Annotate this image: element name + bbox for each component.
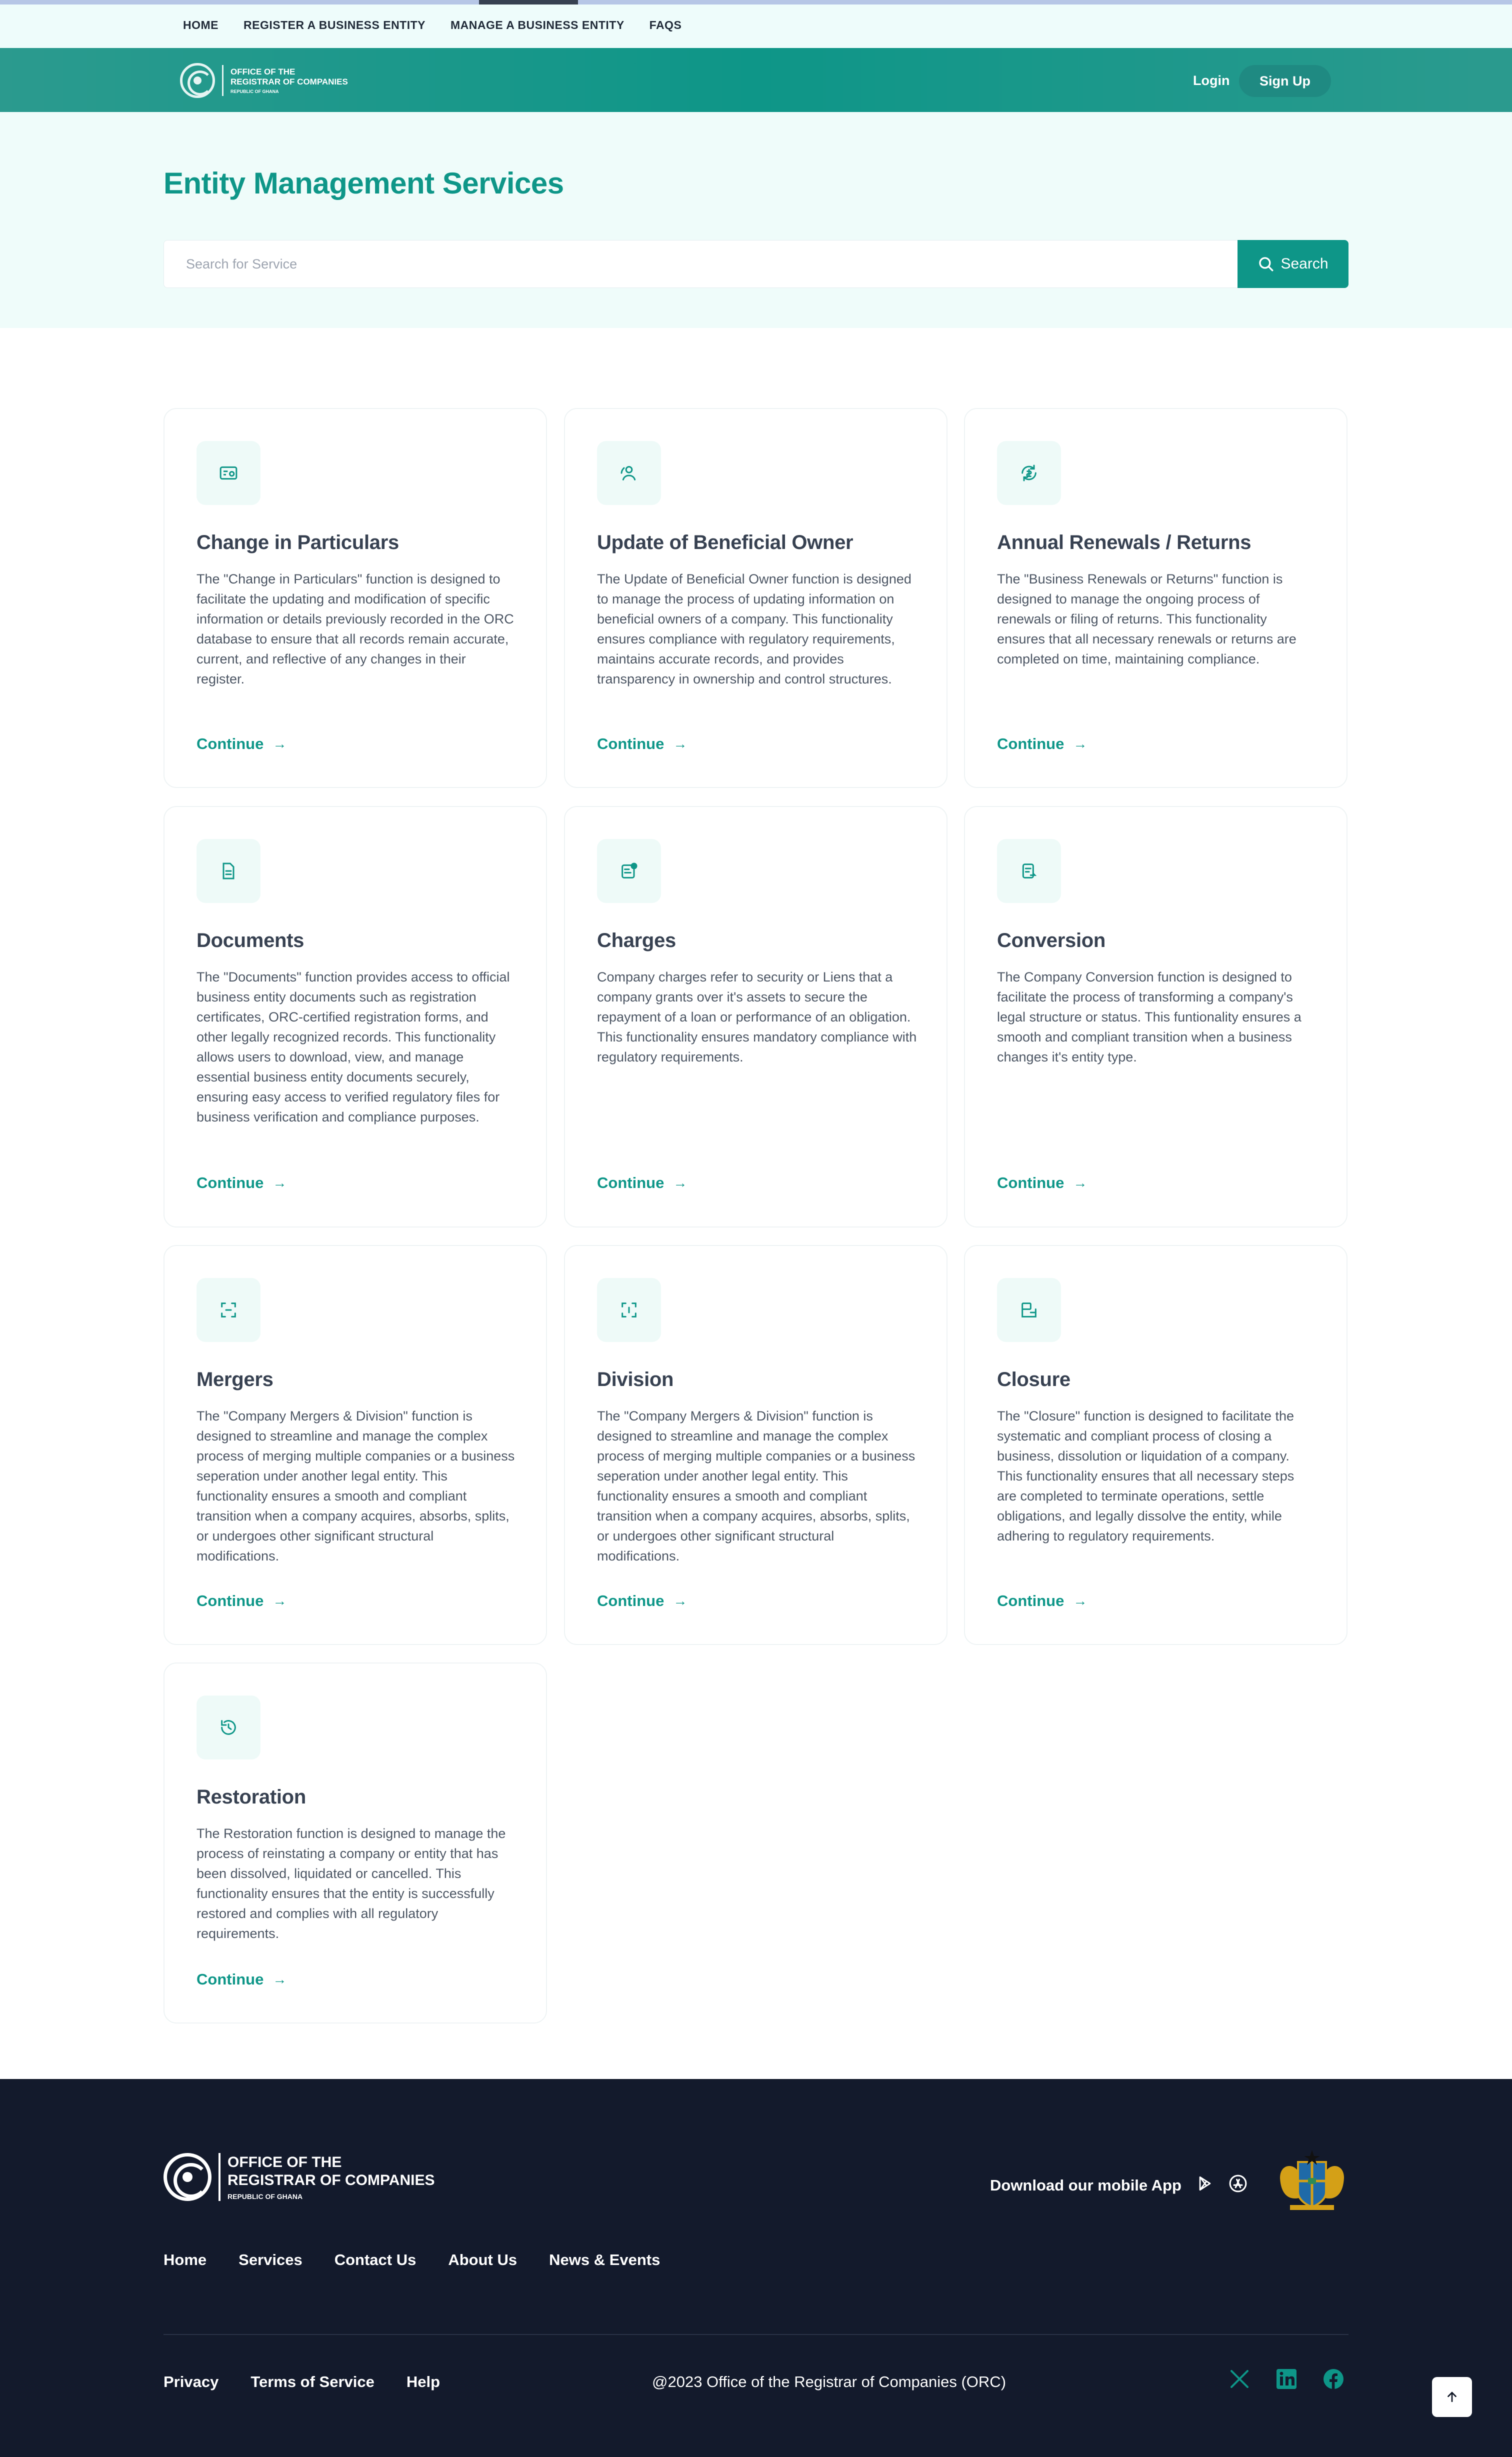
google-play-icon[interactable]	[1196, 2175, 1214, 2196]
continue-link[interactable]: Continue →	[597, 735, 688, 752]
logo-text	[230, 67, 348, 94]
top-nav	[0, 0, 1512, 48]
orc-logo-icon	[164, 2153, 212, 2201]
linkedin-icon[interactable]	[1274, 2367, 1298, 2394]
social-links	[1228, 2367, 1346, 2394]
footer-link-services[interactable]: Services	[238, 2251, 302, 2268]
app-store-icon[interactable]	[1228, 2174, 1248, 2197]
continue-link[interactable]: Continue →	[997, 1592, 1088, 1610]
continue-link[interactable]: Continue →	[597, 1592, 688, 1610]
page-title: Entity Management Services	[164, 166, 564, 200]
charges-icon	[597, 839, 661, 903]
footer-link-news[interactable]: News & Events	[549, 2251, 660, 2268]
search-input[interactable]: Search for Service	[164, 240, 1238, 288]
card-description: Company charges refer to security or Liens that a company grants over it's assets to secure the repayment of a loan or performance of an obligation. This functionality ensures mandatory compliance with regulatory requirements.	[597, 970, 917, 1064]
card-title: Restoration	[196, 1786, 306, 1808]
user-refresh-icon	[597, 441, 661, 505]
x-icon[interactable]	[1228, 2367, 1252, 2394]
card-title: Charges	[597, 930, 676, 952]
scroll-to-top-button[interactable]	[1432, 2377, 1472, 2417]
card-description: The Update of Beneficial Owner function is designed to manage the process of updating information on beneficial owners of a company. This functionality ensures compliance with regulatory requirements, maintains accurate records, and provides transparency in ownership and control structures.	[597, 572, 912, 686]
card-title: Closure	[997, 1368, 1070, 1390]
continue-link[interactable]: Continue →	[196, 735, 287, 752]
orc-logo[interactable]	[180, 63, 348, 98]
signup-button[interactable]: Sign Up	[1239, 65, 1331, 97]
logo-line-2: REGISTRAR OF COMPANIES	[230, 77, 348, 86]
logo-line-1: OFFICE OF THE	[228, 2154, 342, 2170]
app-download-label: Download our mobile App	[990, 2176, 1182, 2194]
arrow-right-icon: →	[272, 1593, 287, 1608]
id-card-icon	[196, 441, 260, 505]
service-card-conversion	[964, 806, 1348, 1228]
service-card-closure	[964, 1245, 1348, 1645]
service-card-restoration	[164, 1662, 547, 2024]
division-icon	[597, 1278, 661, 1342]
card-description: The "Business Renewals or Returns" function is designed to manage the ongoing process of renewals or filing of returns. This functionality ensures that all necessary renewals or returns are completed on time, maintaining compliance.	[997, 572, 1296, 666]
arrow-right-icon: →	[673, 1175, 688, 1190]
merge-icon	[196, 1278, 260, 1342]
hero-section	[0, 112, 1512, 328]
footer-nav	[164, 2251, 692, 2269]
closure-icon	[997, 1278, 1061, 1342]
nav-register-business[interactable]: REGISTER A BUSINESS ENTITY	[244, 18, 426, 32]
service-card-annual-renewals	[964, 408, 1348, 788]
search-button[interactable]	[1238, 240, 1348, 288]
mobile-app-download	[990, 2174, 1248, 2197]
nav-home[interactable]: HOME	[183, 18, 218, 32]
card-title: Annual Renewals / Returns	[997, 532, 1252, 554]
card-title: Division	[597, 1368, 674, 1390]
card-title: Mergers	[196, 1368, 274, 1390]
card-description: The "Company Mergers & Division" function is designed to streamline and manage the complex process of merging multiple companies or a business seperation under another legal entity. This functionality ensures a smooth and compliant transition when a company acquires, absorbs, splits, or undergoes other significant structural modifications.	[597, 1408, 916, 1564]
logo-line-3: REPUBLIC OF GHANA	[230, 89, 279, 94]
arrow-right-icon: →	[1073, 1175, 1088, 1190]
card-description: The "Documents" function provides access to official business entity documents such as registration certificates, ORC-certified registration forms, and other legally recognized records. This functionality allows users to download, view, and manage essential business entity documents securely, ensuring easy access to verified regulatory files for business verification and compliance purposes.	[196, 970, 510, 1124]
logo-line-1: OFFICE OF THE	[230, 67, 296, 76]
logo-divider	[222, 65, 224, 96]
footer	[0, 2079, 1512, 2457]
arrow-right-icon: →	[1073, 1593, 1088, 1608]
header-bar	[0, 48, 1512, 112]
card-title: Update of Beneficial Owner	[597, 532, 854, 554]
copyright-text: @2023 Office of the Registrar of Companies (ORC)	[652, 2373, 1006, 2390]
search-icon	[1258, 256, 1274, 272]
footer-logo[interactable]	[164, 2153, 434, 2201]
footer-link-terms[interactable]: Terms of Service	[250, 2373, 374, 2390]
logo-line-3: REPUBLIC OF GHANA	[228, 2192, 303, 2200]
conversion-icon	[997, 839, 1061, 903]
logo-divider	[218, 2153, 220, 2201]
footer-link-privacy[interactable]: Privacy	[164, 2373, 219, 2390]
continue-link[interactable]: Continue →	[997, 735, 1088, 752]
arrow-right-icon: →	[673, 1593, 688, 1608]
document-icon	[196, 839, 260, 903]
arrow-right-icon: →	[673, 736, 688, 752]
restore-icon	[196, 1696, 260, 1760]
orc-logo-icon	[180, 63, 215, 98]
continue-link[interactable]: Continue →	[597, 1174, 688, 1192]
ghana-coat-of-arms-icon	[1275, 2148, 1349, 2213]
renewal-icon	[997, 441, 1061, 505]
logo-text	[228, 2154, 434, 2200]
card-description: The "Closure" function is designed to facilitate the systematic and compliant process of closing a business, dissolution or liquidation of a company. This functionality ensures that all necessary steps are completed to terminate operations, settle obligations, and legally dissolve the entity, while adhering to regulatory requirements.	[997, 1408, 1294, 1544]
card-description: The Restoration function is designed to manage the process of reinstating a company or entity that has been dissolved, liquidated or cancelled. This functionality ensures that the entity is successfully restored and complies with all regulatory requirements.	[196, 1826, 506, 1941]
card-description: The "Company Mergers & Division" function is designed to streamline and manage the complex process of merging multiple companies or a business seperation under another legal entity. This functionality ensures a smooth and compliant transition when a company acquires, absorbs, splits, or undergoes other significant structural modifications.	[196, 1408, 515, 1564]
arrow-right-icon: →	[272, 1175, 287, 1190]
footer-link-help[interactable]: Help	[406, 2373, 440, 2390]
service-card-division	[564, 1245, 948, 1645]
continue-link[interactable]: Continue →	[997, 1174, 1088, 1192]
login-link[interactable]: Login	[1193, 73, 1230, 88]
arrow-right-icon: →	[272, 1972, 287, 1987]
footer-legal-links	[164, 2373, 472, 2391]
footer-link-about[interactable]: About Us	[448, 2251, 518, 2268]
card-title: Documents	[196, 930, 304, 952]
arrow-right-icon: →	[272, 736, 287, 752]
service-card-documents	[164, 806, 547, 1228]
facebook-icon[interactable]	[1322, 2367, 1346, 2394]
footer-link-home[interactable]: Home	[164, 2251, 207, 2268]
service-card-charges	[564, 806, 948, 1228]
card-title: Change in Particulars	[196, 532, 399, 554]
service-card-update-beneficial-owner	[564, 408, 948, 788]
nav-faqs[interactable]: FAQS	[649, 18, 682, 32]
continue-link[interactable]: Continue →	[196, 1970, 287, 1988]
footer-link-contact[interactable]: Contact Us	[334, 2251, 416, 2268]
continue-link[interactable]: Continue →	[196, 1174, 287, 1192]
card-description: The Company Conversion function is designed to facilitate the process of transforming a company's legal structure or status. This funtionality ensures a smooth and compliant transition when a business changes it's entity type.	[997, 970, 1302, 1064]
continue-link[interactable]: Continue →	[196, 1592, 287, 1610]
nav-manage-business[interactable]: MANAGE A BUSINESS ENTITY	[450, 18, 624, 32]
search-button-label: Search	[1280, 256, 1328, 272]
arrow-up-icon	[1444, 2390, 1460, 2404]
service-card-change-in-particulars	[164, 408, 547, 788]
active-nav-indicator	[479, 0, 578, 4]
service-card-mergers	[164, 1245, 547, 1645]
arrow-right-icon: →	[1073, 736, 1088, 752]
card-title: Conversion	[997, 930, 1106, 952]
card-description: The "Change in Particulars" function is designed to facilitate the updating and modification of specific information or details previously recorded in the ORC database to ensure that all records remain accurate, current, and reflective of any changes in their register.	[196, 572, 514, 686]
footer-divider	[164, 2334, 1348, 2335]
logo-line-2: REGISTRAR OF COMPANIES	[228, 2172, 435, 2188]
